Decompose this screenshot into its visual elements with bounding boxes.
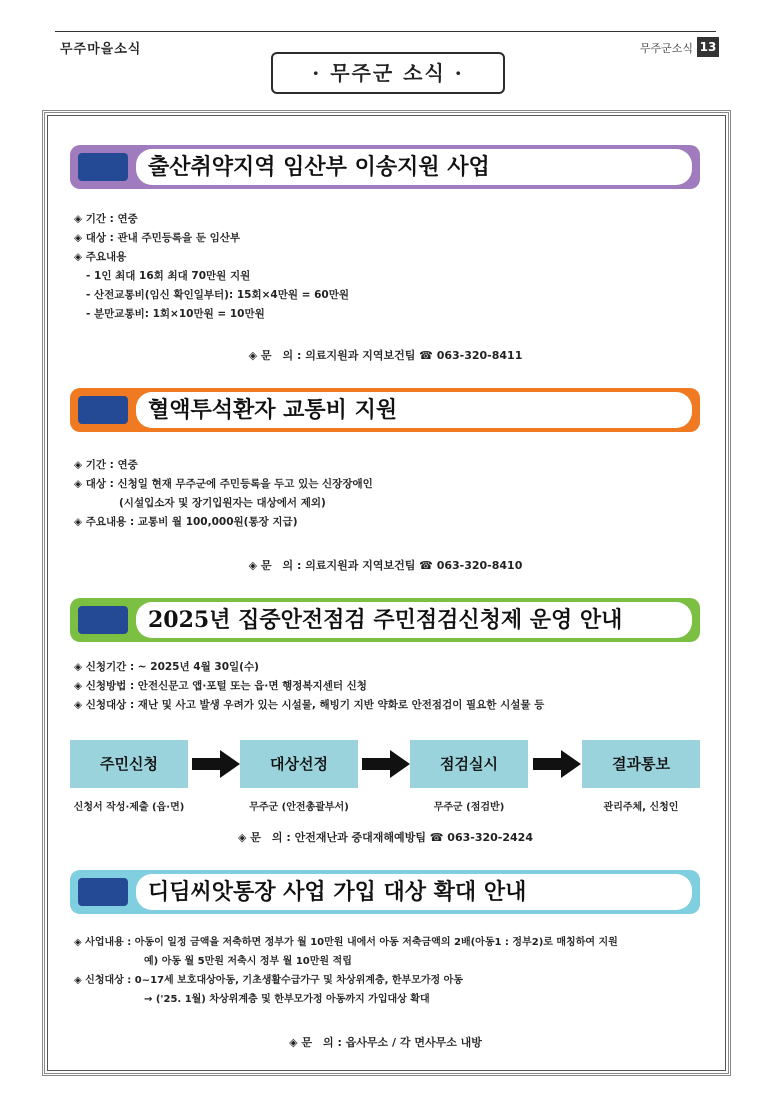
title-square-icon <box>78 153 128 181</box>
section-title: 출산취약지역 임산부 이송지원 사업 <box>136 149 692 185</box>
title-square-icon <box>78 606 128 634</box>
section-body <box>74 456 373 532</box>
body-line: ◈ 사업내용 : 아동이 일정 금액을 저축하면 정부가 월 10만원 내에서 아동 저축금액의 2배(아동1 : 정부2)로 매칭하여 지원 <box>74 937 618 948</box>
section-title: 디딤씨앗통장 사업 가입 대상 확대 안내 <box>136 874 692 910</box>
step-caption: 무주군 (안전총괄부서) <box>249 802 349 813</box>
section-title: 혈액투석환자 교통비 지원 <box>136 392 692 428</box>
body-line: ◈ 신청기간 : ~ 2025년 4월 30일(수) <box>74 661 259 673</box>
section-body <box>74 933 618 1009</box>
body-line: ◈ 기간 : 연중 <box>74 213 138 225</box>
header-rule <box>55 31 716 32</box>
section-title-bar <box>70 598 700 642</box>
section-banner: · 무주군 소식 · <box>271 52 505 94</box>
inquiry-line: ◈ 문 의 : 읍사무소 / 각 면사무소 내방 <box>289 1036 482 1049</box>
body-line: - 1인 최대 16회 최대 70만원 지원 <box>86 270 251 282</box>
arrow-right-icon <box>192 750 240 778</box>
page-number: 13 <box>697 37 719 57</box>
inquiry-line: ◈ 문 의 : 의료지원과 지역보건팀 ☎ 063-320-8410 <box>248 559 523 572</box>
section-title-bar <box>70 388 700 432</box>
body-line: ◈ 대상 : 관내 주민등록을 둔 임산부 <box>74 232 241 244</box>
body-line: - 분만교통비: 1회×10만원 = 10만원 <box>86 308 265 320</box>
body-line: ◈ 신청방법 : 안전신문고 앱·포털 또는 읍·면 행정복지센터 신청 <box>74 680 367 692</box>
body-line: ◈ 신청대상 : 재난 및 사고 발생 우려가 있는 시설물, 해빙기 지반 약화로 안전점검이 필요한 시설물 등 <box>74 699 545 711</box>
body-line: ◈ 신청대상 : 0~17세 보호대상아동, 기초생활수급가구 및 차상위계층, 한부모가정 아동 <box>74 975 463 986</box>
step-caption: 신청서 작성·제출 (읍·면) <box>73 802 185 813</box>
section-body <box>74 658 544 715</box>
body-line: ◈ 주요내용 : 교통비 월 100,000원(통장 지급) <box>74 516 298 528</box>
body-line: ◈ 기간 : 연중 <box>74 459 138 471</box>
step-box: 점검실시 <box>410 740 528 788</box>
inquiry-line: ◈ 문 의 : 안전재난과 중대재해예방팀 ☎ 063-320-2424 <box>238 831 533 844</box>
step-box: 주민신청 <box>70 740 188 788</box>
body-line: - 산전교통비(임신 확인일부터): 15회×4만원 = 60만원 <box>86 289 349 301</box>
title-square-icon <box>78 396 128 424</box>
section-body <box>74 210 349 324</box>
body-line: 예) 아동 월 5만원 저축시 정부 월 10만원 적립 <box>144 956 352 967</box>
body-line: (시설입소자 및 장기입원자는 대상에서 제외) <box>119 497 326 509</box>
step-box: 결과통보 <box>582 740 700 788</box>
step-caption: 무주군 (점검반) <box>433 802 505 813</box>
step-caption: 관리주체, 신청인 <box>603 802 679 813</box>
body-line: ◈ 주요내용 <box>74 251 127 263</box>
step-box: 대상선정 <box>240 740 358 788</box>
body-line: → ('25. 1월) 차상위계층 및 한부모가정 아동까지 가입대상 확대 <box>144 994 430 1005</box>
section-title: 2025년 집중안전점검 주민점검신청제 운영 안내 <box>136 602 692 638</box>
arrow-right-icon <box>533 750 581 778</box>
section-title-bar <box>70 145 700 189</box>
body-line: ◈ 대상 : 신청일 현재 무주군에 주민등록을 두고 있는 신장장애인 <box>74 478 373 490</box>
arrow-right-icon <box>362 750 410 778</box>
title-square-icon <box>78 878 128 906</box>
masthead-logo: 무주마을소식 <box>60 42 142 57</box>
inquiry-line: ◈ 문 의 : 의료지원과 지역보건팀 ☎ 063-320-8411 <box>248 349 523 362</box>
section-name: 무주군소식 <box>639 42 693 55</box>
section-title-bar <box>70 870 700 914</box>
